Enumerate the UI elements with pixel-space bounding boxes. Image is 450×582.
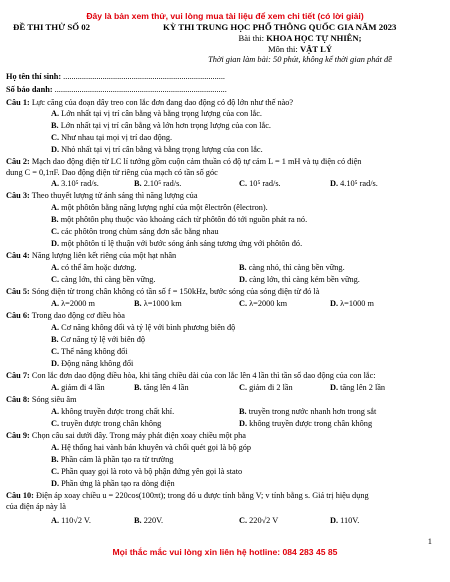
page-number: 1: [427, 536, 432, 546]
preview-notice: Đây là bản xem thử, vui lòng mua tài liệu để xem chi tiết (có lời giải): [86, 11, 364, 21]
option-key: B.: [239, 263, 247, 272]
exam-group-value: KHOA HỌC TỰ NHIÊN;: [266, 33, 362, 43]
option-text: Như nhau tại mọi vị trí dao động.: [61, 133, 173, 142]
option-key: A.: [51, 443, 60, 452]
q4-option-c: [51, 274, 156, 285]
option-text: 220V.: [143, 516, 164, 525]
option-key: D.: [51, 239, 60, 248]
q3-option-d: [51, 238, 302, 249]
question-1-stem: [6, 97, 293, 108]
option-text: Phần cảm là phần tạo ra từ trường: [60, 455, 174, 464]
q6-option-b: [51, 334, 145, 345]
q1-option-c: [51, 132, 172, 143]
option-text: giảm đi 4 lần: [61, 383, 105, 392]
q10-option-b: [134, 515, 163, 526]
question-text: Trong dao động cơ điều hòa: [31, 311, 125, 320]
option-text: Phần ứng là phần tạo ra dòng điện: [61, 479, 175, 488]
q9-option-a: [51, 442, 251, 453]
q5-option-a: [51, 298, 95, 309]
option-text: 110√2 V.: [61, 516, 91, 525]
option-key: C.: [239, 179, 248, 188]
exam-group-prefix: Bài thi:: [238, 33, 267, 43]
option-key: A.: [51, 299, 60, 308]
option-text: một phôtôn tỉ lệ thuận với bước sóng ánh sáng tương ứng với phôtôn đó.: [61, 239, 303, 248]
question-5-stem: [6, 286, 319, 297]
question-10-stem: [6, 490, 369, 501]
question-label: Câu 5:: [6, 287, 30, 296]
q8-option-c: [51, 418, 161, 429]
question-label: Câu 4:: [6, 251, 30, 260]
option-key: A.: [51, 203, 60, 212]
option-text: tăng lên 2 lần: [340, 383, 386, 392]
option-text: Nhỏ nhất tại vị trí cân bằng và bằng trọng lượng của con lắc.: [61, 145, 263, 154]
q5-option-b: [134, 298, 182, 309]
option-key: C.: [239, 383, 248, 392]
question-label: Câu 9:: [6, 431, 30, 440]
option-key: B.: [134, 383, 142, 392]
q7-option-c: [239, 382, 293, 393]
question-label: Câu 8:: [6, 395, 30, 404]
option-text: Cơ năng tỷ lệ với biên độ: [60, 335, 146, 344]
option-text: Lớn nhất tại vị trí cân bằng và bằng trọng lượng của con lắc.: [61, 109, 262, 118]
option-key: B.: [134, 299, 142, 308]
option-text: Thế năng không đổi: [61, 347, 128, 356]
option-text: càng lớn, thì càng kém bền vững.: [249, 275, 360, 284]
option-key: D.: [239, 275, 248, 284]
question-2-stem: [6, 156, 361, 167]
option-text: Phần quay gọi là roto và bộ phận đứng yên gọi là stato: [61, 467, 243, 476]
option-key: A.: [51, 179, 60, 188]
q3-option-a: [51, 202, 268, 213]
q5-option-d: [330, 298, 374, 309]
option-key: C.: [239, 516, 248, 525]
option-key: D.: [330, 179, 339, 188]
question-8-stem: [6, 394, 77, 405]
q4-option-a: [51, 262, 137, 273]
q8-option-d: [239, 418, 372, 429]
question-text: Sóng siêu âm: [31, 395, 77, 404]
option-key: D.: [51, 479, 60, 488]
q7-option-d: [330, 382, 385, 393]
subject-value: VẬT LÝ: [299, 44, 333, 54]
q4-option-b: [239, 262, 345, 273]
option-text: 3.10⁵ rad/s.: [61, 179, 99, 188]
option-text: λ=1000 km: [143, 299, 182, 308]
option-text: λ=2000 km: [249, 299, 288, 308]
q5-option-c: [239, 298, 287, 309]
option-key: D.: [330, 383, 339, 392]
question-label: Câu 2:: [6, 157, 30, 166]
q2-option-b: [134, 178, 181, 189]
option-key: B.: [134, 516, 142, 525]
option-text: Hệ thống hai vành bán khuyên và chổi quét gọi là bộ góp: [61, 443, 252, 452]
q1-option-d: [51, 144, 263, 155]
exam-number: ĐỀ THI THỬ SỐ 02: [13, 22, 91, 32]
option-text: không truyền được trong chất khí.: [61, 407, 175, 416]
candidate-id-dots: ...................................................................................: [54, 85, 227, 94]
option-key: C.: [51, 227, 60, 236]
q8-option-b: [239, 406, 376, 417]
option-text: 220√2 V: [249, 516, 279, 525]
question-text: Mạch dao động điện từ LC lí tưởng gồm cuộn cảm thuần có độ tự cảm L = 1 mH và tụ điện có điện: [31, 157, 362, 166]
q6-option-a: [51, 322, 235, 333]
q1-option-b: [51, 120, 271, 131]
q9-option-c: [51, 466, 242, 477]
question-label: Câu 10:: [6, 491, 34, 500]
option-text: 10⁵ rad/s.: [249, 179, 281, 188]
option-key: B.: [134, 179, 142, 188]
option-key: B.: [51, 455, 59, 464]
q9-option-d: [51, 478, 175, 489]
question-4-stem: [6, 250, 176, 261]
option-text: 110V.: [340, 516, 360, 525]
option-text: truyền trong nước nhanh hơn trong sắt: [248, 407, 377, 416]
option-key: B.: [239, 407, 247, 416]
exam-group: [160, 33, 440, 43]
option-key: A.: [51, 383, 60, 392]
option-key: A.: [51, 407, 60, 416]
option-key: D.: [51, 359, 60, 368]
q7-option-b: [134, 382, 189, 393]
q3-option-b: [51, 214, 307, 225]
option-text: Cơ năng không đổi và tỷ lệ với bình phương biên độ: [61, 323, 236, 332]
option-text: truyền được trong chân không: [61, 419, 162, 428]
option-key: D.: [239, 419, 248, 428]
q10-option-c: [239, 515, 278, 526]
question-2-stem-cont: dung C = 0,1πF. Dao động điện từ riêng của mạch có tần số góc: [6, 168, 218, 177]
q6-option-c: [51, 346, 128, 357]
q2-option-a: [51, 178, 99, 189]
option-key: D.: [330, 299, 339, 308]
option-key: A.: [51, 516, 60, 525]
option-text: các phôtôn trong chùm sáng đơn sắc bằng nhau: [61, 227, 219, 236]
option-key: C.: [51, 133, 60, 142]
candidate-name-label: Họ tên thí sinh:: [6, 72, 64, 81]
q4-option-d: [239, 274, 360, 285]
option-key: C.: [51, 275, 60, 284]
exam-title: KỲ THI TRUNG HỌC PHỔ THÔNG QUỐC GIA NĂM 2023: [163, 22, 397, 32]
option-text: Lớn nhất tại vị trí cân bằng và lớn hơn trọng lượng của con lắc.: [60, 121, 271, 130]
option-key: A.: [51, 263, 60, 272]
question-text: Điện áp xoay chiều u = 220cos(100πt); trong đó u được tính bằng V; v tính bằng s. Giá trị hiệu dụng: [35, 491, 369, 500]
question-text: Lực căng của đoạn dây treo con lắc đơn đang dao động có độ lớn như thế nào?: [31, 98, 294, 107]
question-text: Theo thuyết lượng tử ánh sáng thì năng lượng của: [31, 191, 198, 200]
option-text: càng lớn, thì càng bền vững.: [61, 275, 156, 284]
exam-time: Thời gian làm bài: 50 phút, không kể thời gian phát đề: [208, 55, 392, 64]
candidate-name-dots: ..............................................................................: [63, 72, 225, 81]
q3-option-c: [51, 226, 219, 237]
q2-option-d: [330, 178, 378, 189]
option-key: B.: [51, 121, 59, 130]
question-7-stem: [6, 370, 376, 381]
option-text: λ=1000 m: [340, 299, 374, 308]
question-text: Chọn câu sai dưới đây. Trong máy phát điện xoay chiều một pha: [31, 431, 246, 440]
q8-option-a: [51, 406, 174, 417]
option-key: C.: [51, 467, 60, 476]
question-label: Câu 6:: [6, 311, 30, 320]
candidate-name-row: [6, 71, 225, 82]
question-10-stem-cont: của điện áp này là: [6, 502, 66, 511]
option-text: không truyền được trong chân không: [249, 419, 373, 428]
q7-option-a: [51, 382, 105, 393]
option-key: D.: [330, 516, 339, 525]
q10-option-a: [51, 515, 91, 526]
option-text: một phôtôn phụ thuộc vào khoảng cách từ phôtôn đó tới nguồn phát ra nó.: [60, 215, 308, 224]
question-9-stem: [6, 430, 246, 441]
option-key: A.: [51, 323, 60, 332]
question-6-stem: [6, 310, 125, 321]
question-text: Năng lượng liên kết riêng của một hạt nhân: [31, 251, 177, 260]
option-key: C.: [51, 419, 60, 428]
option-text: có thể âm hoặc dương.: [61, 263, 137, 272]
option-key: C.: [239, 299, 248, 308]
option-text: tăng lên 4 lần: [143, 383, 189, 392]
option-text: Động năng không đổi: [61, 359, 134, 368]
option-key: B.: [51, 335, 59, 344]
q2-option-c: [239, 178, 281, 189]
option-text: càng nhỏ, thì càng bền vững.: [248, 263, 345, 272]
question-label: Câu 3:: [6, 191, 30, 200]
subject-prefix: Môn thi:: [267, 44, 300, 54]
question-label: Câu 1:: [6, 98, 30, 107]
option-text: λ=2000 m: [61, 299, 95, 308]
option-key: B.: [51, 215, 59, 224]
question-label: Câu 7:: [6, 371, 30, 380]
option-text: 2.10⁵ rad/s.: [143, 179, 182, 188]
option-key: A.: [51, 109, 60, 118]
q6-option-d: [51, 358, 133, 369]
q9-option-b: [51, 454, 173, 465]
question-text: Con lắc đơn dao động điều hòa, khi tăng chiều dài của con lắc lên 4 lần thì tần số dao động của con lắc:: [31, 371, 376, 380]
subject: [160, 44, 440, 54]
option-text: giảm đi 2 lần: [249, 383, 293, 392]
option-text: 4.10⁵ rad/s.: [340, 179, 378, 188]
q10-option-d: [330, 515, 359, 526]
candidate-id-row: [6, 84, 227, 95]
hotline-notice: Mọi thắc mắc vui lòng xin liên hệ hotline: 084 283 45 85: [112, 547, 338, 557]
question-text: Sóng điện từ trong chân không có tần số f = 150kHz, bước sóng của sóng điện từ đó là: [31, 287, 320, 296]
option-key: D.: [51, 145, 60, 154]
candidate-id-label: Số báo danh:: [6, 85, 55, 94]
q1-option-a: [51, 108, 262, 119]
option-key: C.: [51, 347, 60, 356]
question-3-stem: [6, 190, 198, 201]
option-text: một phôtôn bằng năng lượng nghỉ của một êlectrôn (êlectron).: [61, 203, 268, 212]
